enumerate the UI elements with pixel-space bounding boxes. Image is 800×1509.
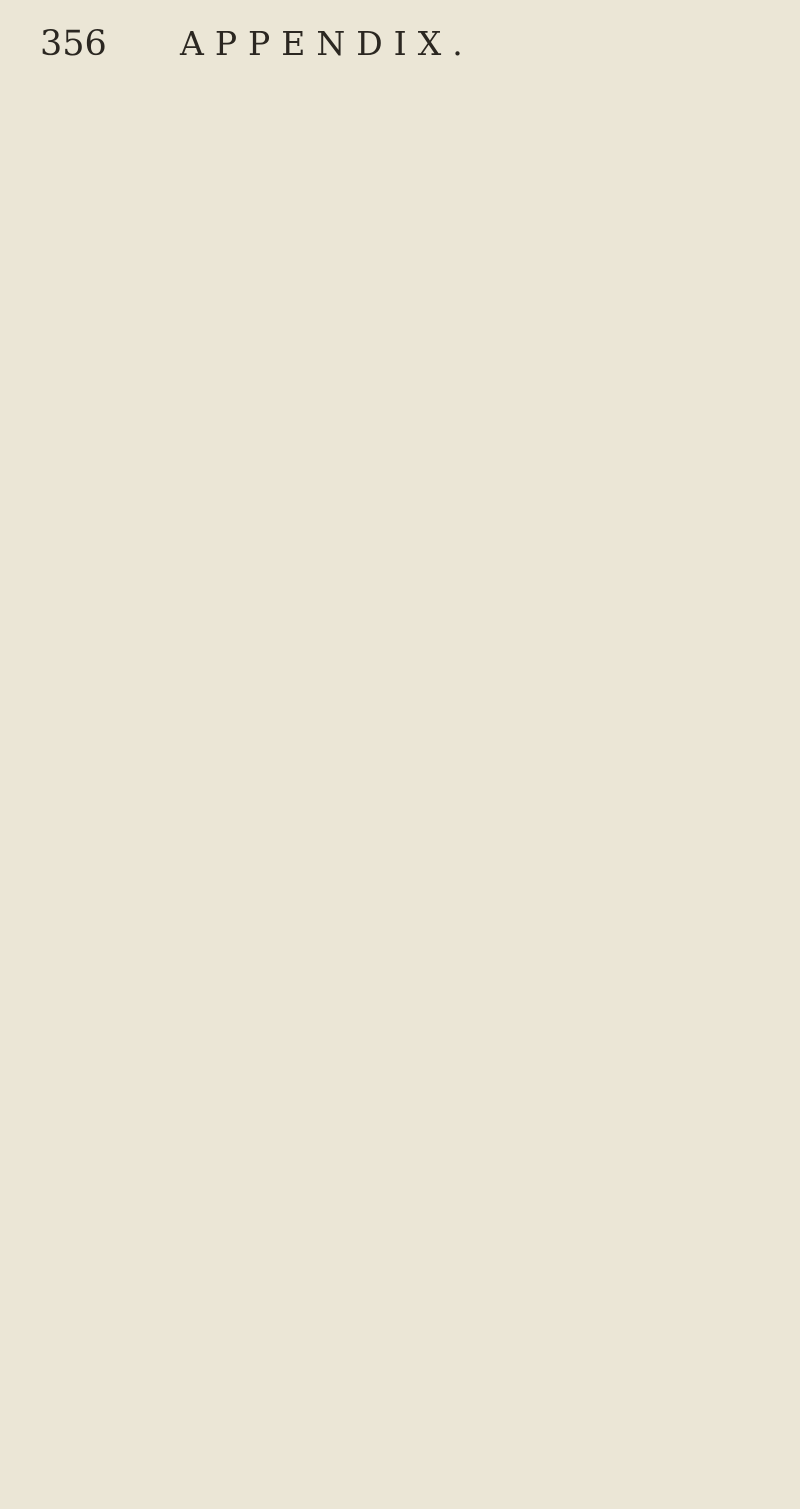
running-title: APPENDIX. [180, 24, 474, 63]
page-header [40, 24, 770, 74]
page-number: 356 [40, 24, 107, 64]
